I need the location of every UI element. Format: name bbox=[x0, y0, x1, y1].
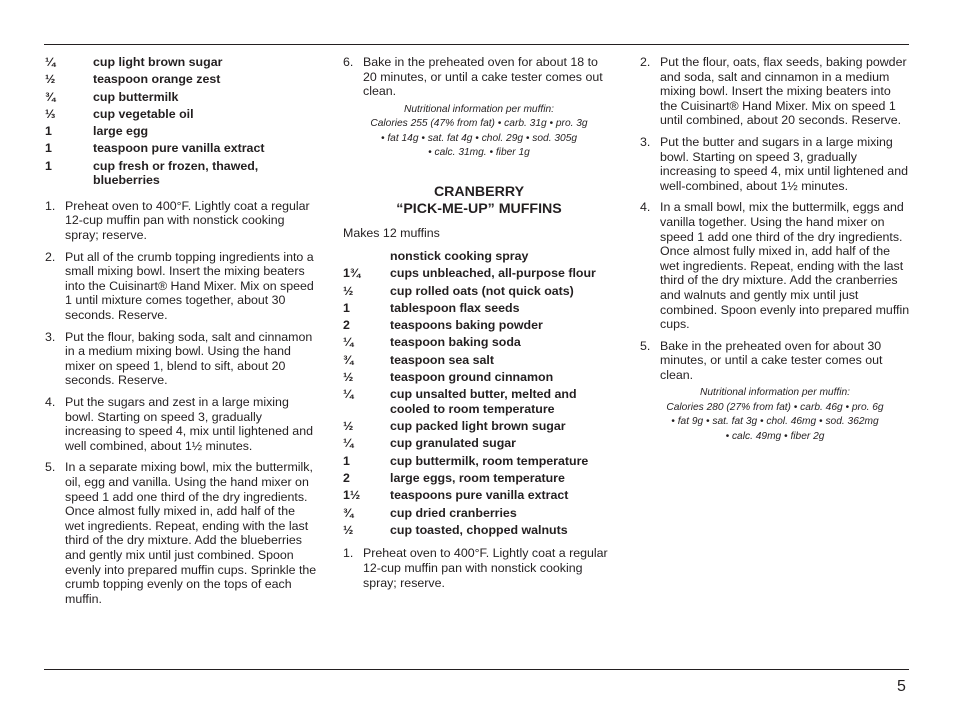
ingredient-text: teaspoon baking soda bbox=[390, 335, 521, 350]
ingredient-text: cup dried cranberries bbox=[390, 505, 517, 520]
nutrition-line: • fat 14g • sat. fat 4g • chol. 29g • sod. 305g bbox=[380, 132, 578, 144]
recipe-yield: Makes 12 muffins bbox=[343, 226, 440, 241]
step-number: 2. bbox=[45, 249, 56, 264]
ingredient-text: teaspoon ground cinnamon bbox=[390, 369, 554, 384]
ingredient-quantity bbox=[343, 249, 390, 264]
step-number: 4. bbox=[45, 395, 56, 409]
ingredient-row bbox=[343, 523, 615, 538]
step-text: Bake in the preheated oven for about 18 to 20 minutes, or until a cake tester comes out clean. bbox=[363, 55, 603, 99]
ingredient-quantity: ¾ bbox=[343, 352, 354, 367]
step-text: Put the flour, oats, flax seeds, baking powder and soda, salt and cinnamon in a medium mixing bowl. Insert the mixing beaters into the Cuisinart® Hand Mixer. Mix on speed 1 until combined, about 20 seconds. Reserve. bbox=[660, 55, 907, 128]
method-step bbox=[640, 55, 910, 128]
ingredient-row bbox=[343, 488, 615, 503]
nutrition-line: Calories 255 (47% from fat) • carb. 31g • pro. 3g bbox=[370, 118, 588, 130]
ingredient-row bbox=[343, 454, 615, 469]
step-number: 6. bbox=[343, 55, 354, 69]
nutrition-line: Nutritional information per muffin: bbox=[699, 387, 851, 399]
ingredient-row bbox=[45, 141, 317, 156]
method-step bbox=[45, 199, 317, 243]
method-step bbox=[640, 339, 910, 383]
ingredient-row bbox=[343, 436, 615, 451]
ingredient-row bbox=[343, 370, 615, 385]
ingredient-quantity: ¼ bbox=[343, 436, 354, 451]
ingredient-row bbox=[343, 301, 615, 316]
ingredient-text: teaspoons pure vanilla extract bbox=[390, 488, 569, 503]
ingredient-quantity: ½ bbox=[343, 369, 354, 384]
ingredient-quantity: 1 bbox=[343, 453, 350, 468]
method-step bbox=[45, 250, 317, 323]
ingredient-text: cup buttermilk bbox=[93, 89, 179, 104]
step-number: 4. bbox=[640, 200, 651, 215]
ingredient-row bbox=[343, 335, 615, 350]
ingredient-list-cranberry bbox=[343, 249, 615, 537]
ingredient-text: cup vegetable oil bbox=[93, 106, 194, 121]
ingredient-row bbox=[45, 55, 317, 70]
ingredient-text: cup granulated sugar bbox=[390, 436, 516, 451]
recipe-title-line: CRANBERRY bbox=[433, 184, 525, 201]
ingredient-quantity: ¾ bbox=[45, 89, 56, 104]
ingredient-quantity: 1¾ bbox=[343, 266, 361, 281]
ingredient-quantity: ¼ bbox=[343, 387, 354, 402]
column-2 bbox=[343, 55, 615, 597]
ingredient-quantity: ¼ bbox=[343, 335, 354, 350]
ingredient-text: large egg bbox=[93, 124, 149, 139]
step-text: In a separate mixing bowl, mix the buttermilk, oil, egg and vanilla. Using the hand mixer on speed 1 add one third of the dry ingredients. Once almost fully mixed in, add half of the wet ingredients. Repeat, ending with the last third of the dry mixture. Add the blueberries and gently mix until just combined. Spoon evenly into prepared muffin cups. Sprinkle the crumb topping evenly on the tops of each muffin. bbox=[65, 460, 317, 606]
nutrition-line: • calc. 31mg. • fiber 1g bbox=[428, 147, 530, 158]
ingredient-row bbox=[343, 506, 615, 521]
ingredient-row bbox=[343, 419, 615, 434]
ingredient-row bbox=[343, 353, 615, 368]
method-step bbox=[343, 55, 615, 99]
step-text: Put the butter and sugars in a large mixing bowl. Starting on speed 3, gradually increasing to speed 4, mix until lightened and well-combined, about 1½ minutes. bbox=[660, 134, 908, 193]
step-number: 3. bbox=[45, 329, 56, 344]
ingredient-text: cup packed light brown sugar bbox=[390, 419, 566, 434]
ingredient-text: tablespoon flax seeds bbox=[390, 300, 520, 315]
ingredient-row bbox=[45, 107, 317, 122]
recipe-title bbox=[343, 184, 615, 218]
ingredient-row bbox=[343, 284, 615, 299]
method-step bbox=[45, 460, 317, 606]
method-step bbox=[640, 135, 910, 193]
method-step bbox=[45, 330, 317, 388]
nutrition-line: Nutritional information per muffin: bbox=[403, 103, 555, 115]
ingredient-quantity: ½ bbox=[343, 419, 354, 434]
page-number: 5 bbox=[897, 678, 906, 695]
step-text: Put the sugars and zest in a large mixing bowl. Starting on speed 3, gradually increasing to speed 4, mix until lightened and well combined, about 1½ minutes. bbox=[65, 395, 313, 453]
step-number: 3. bbox=[640, 134, 651, 149]
step-text: Put the flour, baking soda, salt and cinnamon in a medium mixing bowl. Using the hand mixer on speed 1, blend to sift, about 20 seconds. Reserve. bbox=[65, 329, 313, 388]
ingredient-quantity: 1 bbox=[45, 124, 52, 139]
ingredient-quantity: ½ bbox=[343, 283, 354, 298]
nutrition-info bbox=[343, 103, 615, 161]
method-step bbox=[343, 546, 615, 590]
method-step bbox=[45, 395, 317, 453]
nutrition-line: • fat 9g • sat. fat 3g • chol. 46mg • sod. 362mg bbox=[671, 416, 879, 428]
ingredient-row bbox=[45, 159, 317, 188]
step-text: Put all of the crumb topping ingredients into a small mixing bowl. Insert the mixing beaters into the Cuisinart® Hand Mixer. Mix on speed 1 until mixture comes together, about 30 seconds. Reserve. bbox=[65, 249, 314, 323]
recipe-title-line: “PICK-ME-UP” MUFFINS bbox=[396, 201, 562, 218]
ingredient-quantity: 1½ bbox=[343, 488, 361, 503]
ingredient-quantity: 2 bbox=[343, 470, 350, 485]
step-number: 1. bbox=[45, 198, 56, 213]
ingredient-text: cup rolled oats (not quick oats) bbox=[390, 283, 574, 298]
ingredient-text: cup toasted, chopped walnuts bbox=[390, 522, 568, 537]
ingredient-row bbox=[343, 249, 615, 264]
step-text: Bake in the preheated oven for about 30 minutes, or until a cake tester comes out clean. bbox=[660, 338, 883, 382]
ingredient-text: cup buttermilk, room temperature bbox=[390, 453, 589, 468]
top-rule bbox=[44, 44, 909, 45]
step-number: 5. bbox=[640, 338, 651, 353]
step-number: 5. bbox=[45, 460, 56, 475]
ingredient-text: cups unbleached, all-purpose flour bbox=[390, 266, 596, 281]
ingredient-text: teaspoon sea salt bbox=[390, 352, 494, 367]
step-text: Preheat oven to 400°F. Lightly coat a regular 12-cup muffin pan with nonstick cooking spray; reserve. bbox=[363, 546, 608, 590]
column-1 bbox=[45, 55, 317, 613]
bottom-rule bbox=[44, 669, 909, 670]
ingredient-quantity: ¾ bbox=[343, 505, 354, 520]
nutrition-line: Calories 280 (27% from fat) • carb. 46g • pro. 6g bbox=[666, 401, 884, 413]
ingredient-quantity: 1 bbox=[343, 300, 350, 315]
ingredient-text: cup unsalted butter, melted and cooled to room temperature bbox=[390, 387, 577, 416]
ingredient-quantity: ¼ bbox=[45, 55, 56, 69]
nutrition-info bbox=[640, 386, 910, 444]
ingredient-row bbox=[343, 471, 615, 486]
ingredient-quantity: 2 bbox=[343, 318, 350, 333]
ingredient-quantity: ⅓ bbox=[45, 106, 56, 121]
step-number: 2. bbox=[640, 55, 651, 69]
ingredient-text: teaspoon pure vanilla extract bbox=[93, 141, 265, 156]
ingredient-text: teaspoons baking powder bbox=[390, 318, 543, 333]
step-number: 1. bbox=[343, 546, 354, 561]
step-text: Preheat oven to 400°F. Lightly coat a regular 12-cup muffin pan with nonstick cooking spray; reserve. bbox=[65, 198, 310, 243]
ingredient-row bbox=[45, 72, 317, 87]
ingredient-row bbox=[343, 387, 615, 416]
ingredient-quantity: ½ bbox=[45, 72, 56, 87]
ingredient-row bbox=[343, 266, 615, 281]
method-steps bbox=[45, 199, 317, 606]
ingredient-text: cup fresh or frozen, thawed, blueberries bbox=[93, 158, 259, 188]
ingredient-text: large eggs, room temperature bbox=[390, 470, 565, 485]
column-3 bbox=[640, 55, 910, 444]
ingredient-text: nonstick cooking spray bbox=[390, 249, 529, 263]
step-text: In a small bowl, mix the buttermilk, eggs and vanilla together. Using the hand mixer on speed 1 add one third of the dry ingredients. Once almost fully mixed in, add half of the wet ingredients. Repeat, ending with the last third of the dry mixture. Add the cranberries and walnuts and gently mix until just combined. Spoon evenly into prepared muffin cups. bbox=[660, 200, 910, 332]
ingredient-row bbox=[45, 90, 317, 105]
ingredient-quantity: ½ bbox=[343, 522, 354, 537]
ingredient-row bbox=[45, 124, 317, 139]
ingredient-quantity: 1 bbox=[45, 158, 52, 173]
ingredient-text: cup light brown sugar bbox=[93, 55, 223, 69]
ingredient-row bbox=[343, 318, 615, 333]
ingredient-quantity: 1 bbox=[45, 141, 52, 156]
method-step bbox=[640, 200, 910, 331]
ingredient-list-blueberry bbox=[45, 55, 317, 188]
ingredient-text: teaspoon orange zest bbox=[93, 72, 221, 87]
nutrition-line: • calc. 49mg • fiber 2g bbox=[725, 430, 825, 442]
